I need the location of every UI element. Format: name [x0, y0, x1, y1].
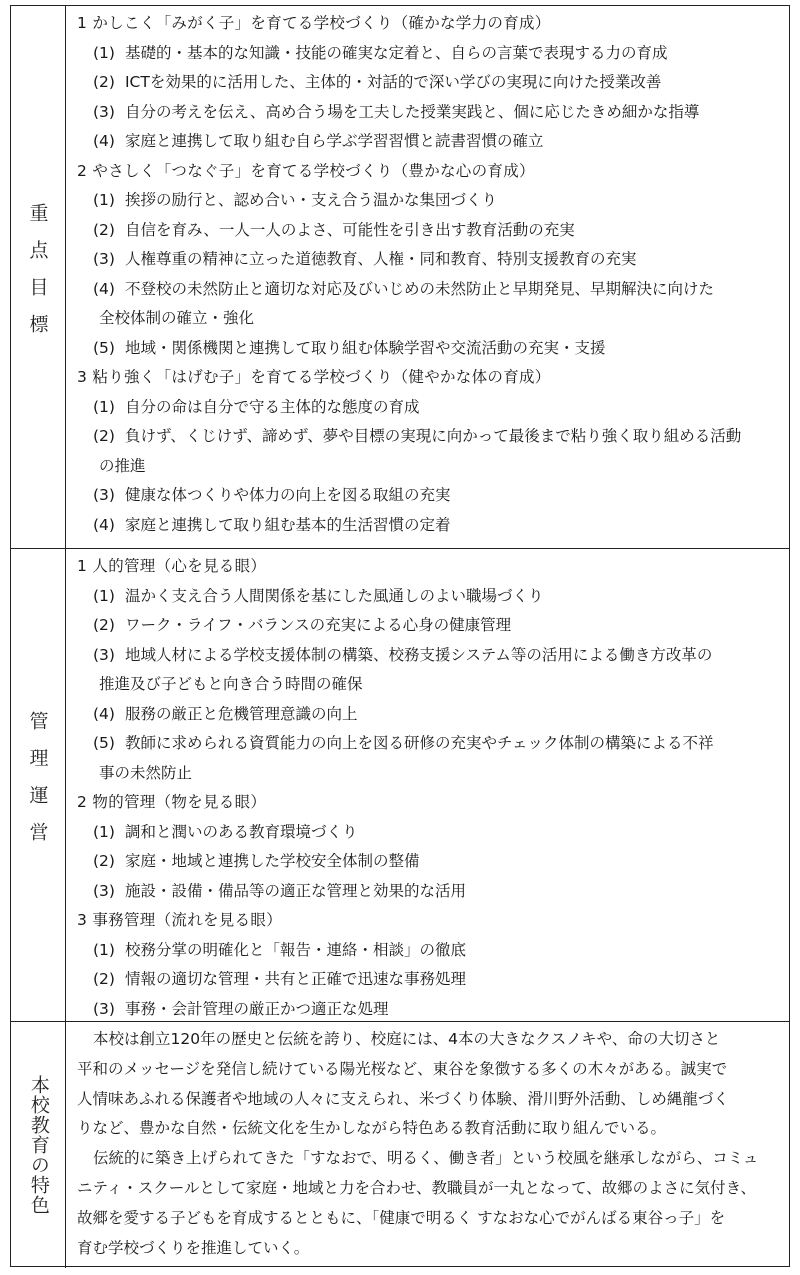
group-heading: 1 かしこく「みがく子」を育てる学校づくり（確かな学力の育成） — [77, 14, 551, 32]
list-item: (1) 温かく支え合う人間関係を基にした風通しのよい職場づくり — [93, 586, 544, 605]
list-item: (4) 家庭と連携して取り組む基本的生活習慣の定着 — [93, 515, 451, 534]
list-item-continuation: 推進及び子どもと向き合う時間の確保 — [99, 675, 363, 693]
list-item: (1) 基礎的・基本的な知識・技能の確実な定着と、自らの言葉で表現する力の育成 — [93, 43, 668, 62]
list-item: (5) 教師に求められる資質能力の向上を図る研修の充実やチェック体制の構築による不祥 — [93, 734, 714, 752]
list-item: (1) 自分の命は自分で守る主体的な態度の育成 — [93, 397, 420, 416]
list-item: (2) 自信を育み、一人一人のよさ、可能性を引き出す教育活動の充実 — [93, 220, 575, 239]
list-item: (4) 服務の厳正と危機管理意識の向上 — [93, 704, 358, 723]
section-content — [77, 9, 781, 540]
group-heading: 3 事務管理（流れを見る眼） — [77, 911, 282, 929]
section-label: 本校教育の特色 — [27, 1075, 50, 1215]
section-label: 重点目標 — [26, 203, 49, 351]
paragraph-line: 育む学校づくりを推進していく。 — [77, 1238, 310, 1257]
paragraph-line: 故郷を愛する子どもを育成するとともに、「健康で明るく すなおな心でがんばる東谷っ子」を — [77, 1208, 726, 1227]
group-heading: 2 物的管理（物を見る眼） — [77, 793, 267, 811]
list-item: (2) 情報の適切な管理・共有と正確で迅速な事務処理 — [93, 970, 466, 988]
section-label-cell — [11, 6, 66, 548]
list-item: (3) 健康な体つくりや体力の向上を図る取組の充実 — [93, 486, 451, 504]
section-management — [11, 549, 789, 1022]
list-item: (3) 人権尊重の精神に立った道徳教育、人権・同和教育、特別支援教育の充実 — [93, 250, 637, 268]
policy-table — [10, 5, 790, 1267]
list-item: (3) 施設・設備・備品等の適正な管理と効果的な活用 — [93, 881, 466, 900]
group-heading: 3 粘り強く「はげむ子」を育てる学校づくり（健やかな体の育成） — [77, 368, 551, 386]
list-item-continuation: の推進 — [99, 456, 146, 475]
list-item: (3) 地域人材による学校支援体制の構築、校務支援システム等の活用による働き方改革の — [93, 645, 713, 664]
section-school-features — [11, 1022, 789, 1268]
list-item: (5) 地域・関係機関と連携して取り組む体験学習や交流活動の充実・支援 — [93, 338, 606, 357]
section-content — [77, 552, 781, 1024]
list-item: (4) 家庭と連携して取り組む自ら学ぶ学習習慣と読書習慣の確立 — [93, 132, 544, 150]
paragraph-line: 本校は創立120年の歴史と伝統を誇り、校庭には、4本の大きなクスノキや、命の大切さと — [93, 1030, 721, 1048]
list-item: (3) 自分の考えを伝え、高め合う場を工夫した授業実践と、個に応じたきめ細かな指導 — [93, 102, 700, 121]
section-label-cell — [11, 1022, 66, 1268]
paragraph-line: ニティ・スクールとして家庭・地域と力を合わせ、教職員が一丸となって、故郷のよさに気付き、 — [77, 1178, 757, 1197]
list-item: (1) 校務分掌の明確化と「報告・連絡・相談」の徹底 — [93, 940, 466, 959]
list-item: (1) 調和と潤いのある教育環境づくり — [93, 822, 358, 841]
paragraph-line: りなど、豊かな自然・伝統文化を生かしながら特色ある教育活動に取り組んでいる。 — [77, 1119, 667, 1138]
paragraph-line: 平和のメッセージを発信し続けている陽光桜など、東谷を象徴する多くの木々がある。誠実で — [77, 1059, 728, 1078]
section-label-cell — [11, 549, 66, 1021]
list-item: (4) 不登校の未然防止と適切な対応及びいじめの未然防止と早期発見、早期解決に向けた — [93, 279, 714, 298]
section-content — [77, 1025, 781, 1263]
group-heading: 2 やさしく「つなぐ子」を育てる学校づくり（豊かな心の育成） — [77, 161, 535, 180]
list-item: (2) 家庭・地域と連携した学校安全体制の整備 — [93, 852, 420, 870]
group-heading: 1 人的管理（心を見る眼） — [77, 557, 267, 575]
section-label: 管理運営 — [26, 711, 49, 859]
list-item: (2) ワーク・ライフ・バランスの充実による心身の健康管理 — [93, 616, 512, 634]
paragraph-line: 伝統的に築き上げられてきた「すなおで、明るく、働き者」という校風を継承しながら、コミュ — [93, 1149, 759, 1168]
paragraph-line: 人情味あふれる保護者や地域の人々に支えられ、米づくり体験、滑川野外活動、しめ縄龍づく — [77, 1089, 729, 1108]
list-item-continuation: 事の未然防止 — [99, 763, 193, 782]
section-priority-goals — [11, 6, 789, 549]
list-item: (1) 挨拶の励行と、認め合い・支え合う温かな集団づくり — [93, 191, 497, 209]
list-item: (2) ICTを効果的に活用した、主体的・対話的で深い学びの実現に向けた授業改善 — [93, 73, 662, 91]
list-item: (3) 事務・会計管理の厳正かつ適正な処理 — [93, 999, 389, 1018]
list-item: (2) 負けず、くじけず、諦めず、夢や目標の実現に向かって最後まで粘り強く取り組める活動 — [93, 427, 742, 445]
list-item-continuation: 全校体制の確立・強化 — [99, 309, 255, 327]
